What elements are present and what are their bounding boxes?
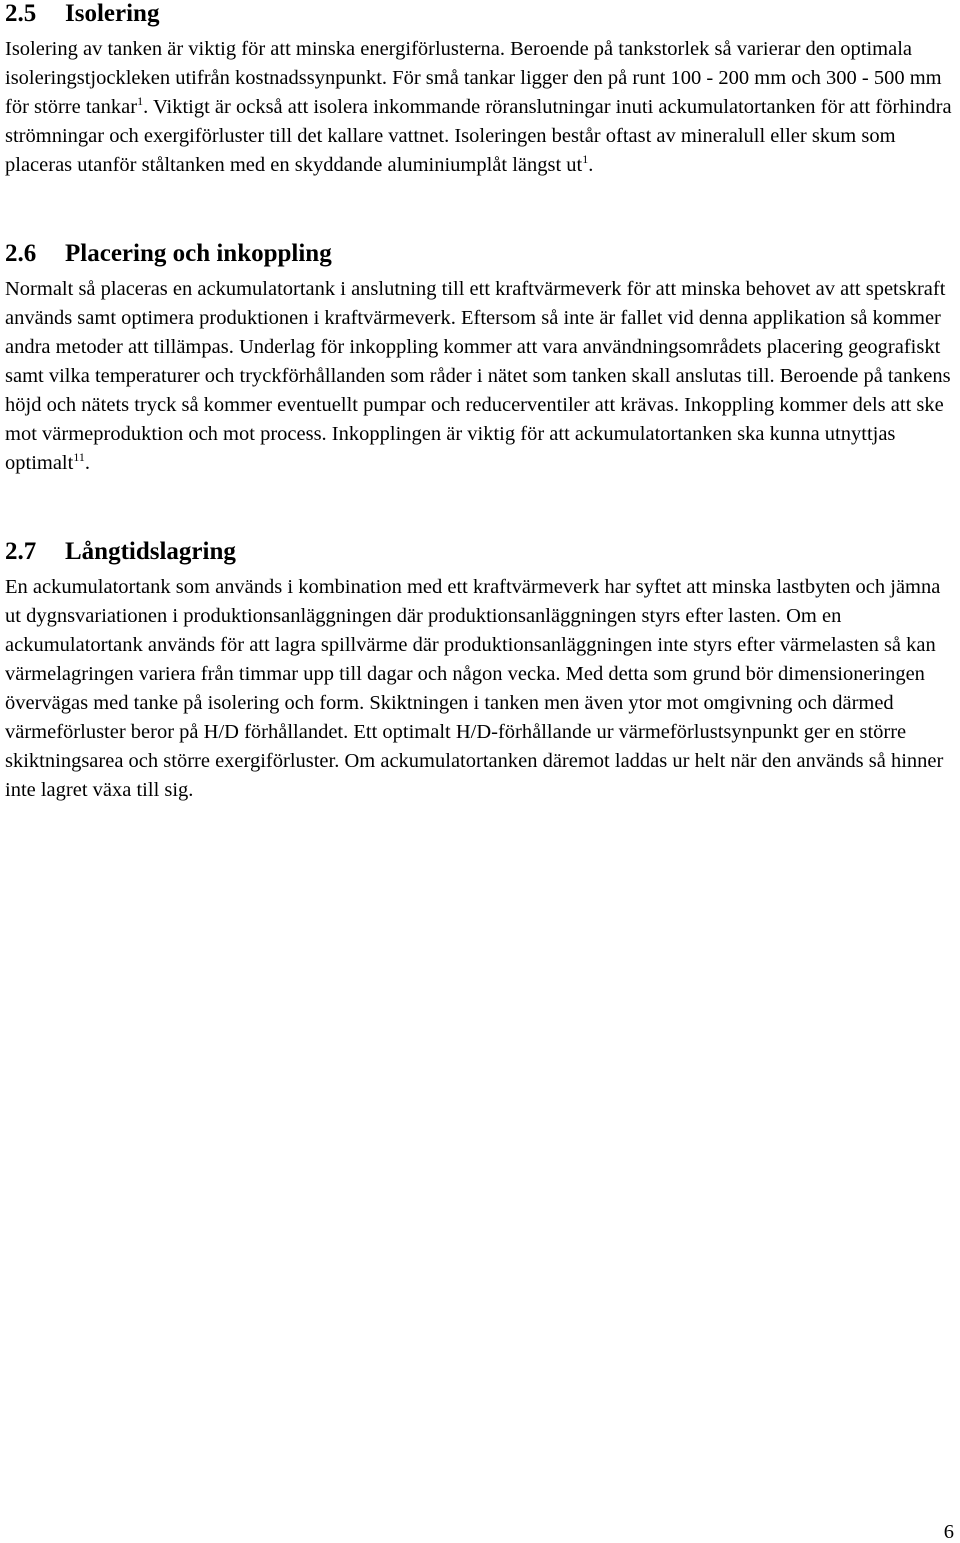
section-langtidslagring xyxy=(5,538,957,805)
section-body xyxy=(5,275,957,478)
section-heading xyxy=(5,240,957,268)
footnote-ref: 1 xyxy=(582,152,589,166)
section-heading xyxy=(5,538,957,566)
section-body: En ackumulatortank som används i kombination med ett kraftvärmeverk har syftet att minska lastbyten och jämna ut dygnsvariationen i produktionsanläggningen där produktionsanläggningen styrs efter lasten. Om en ackumulatortank används för att lagra spillvärme där produktionsanläggningen inte styrs efter värmelasten så kan värmelagringen variera från timmar upp till dagar och någon vecka. Med detta som grund bör dimensioneringen övervägas med tanke på isolering och form. Skiktningen i tanken men även ytor mot omgivning och därmed värmeförluster beror på H/D förhållandet. Ett optimalt H/D-förhållande ur värmeförlustsynpunkt ger en större skiktningsarea och större exergiförluster. Om ackumulatortanken däremot laddas ur helt när den används så hinner inte lagret växa till sig. xyxy=(5,576,944,801)
section-number: 2.7 xyxy=(5,538,37,565)
body-text: . xyxy=(84,452,91,474)
section-title: Långtidslagring xyxy=(65,538,236,565)
footnote-ref: 11 xyxy=(73,450,85,464)
footnote-ref: 1 xyxy=(137,94,144,108)
section-placering xyxy=(5,240,957,478)
section-body xyxy=(5,35,957,180)
section-number: 2.5 xyxy=(5,0,37,27)
page-number: 6 xyxy=(943,1521,954,1543)
body-text: . xyxy=(588,154,594,176)
section-heading xyxy=(5,0,957,28)
section-title: Isolering xyxy=(65,0,160,27)
body-text: Normalt så placeras en ackumulatortank i anslutning till ett kraftvärmeverk för att minska behovet av att spetskraft används samt optimera produktionen i kraftvärmeverk. Eftersom så inte är fallet vid denna applikation så kommer andra metoder att tillämpas. Underlag för inkoppling kommer att vara användningsområdets placering geografiskt samt vilka temperaturer och tryckförhållanden som råder i nätet som tanken skall anslutas till. Beroende på tankens höjd och nätets tryck så kommer eventuellt pumpar och reducerventiler att krävas. Inkoppling kommer dels att ske mot värmeproduktion och mot process. Inkopplingen är viktig för att ackumulatortanken ska kunna utnyttjas optimalt xyxy=(5,278,951,474)
body-text: Isolering av tanken är viktig för att minska energiförlusterna. Beroende på tankstorlek så varierar den optimala isoleringstjockleken utifrån kostnadssynpunkt. För små tankar ligger den på runt 100 - 200 mm och 300 - 500 mm för större tankar xyxy=(5,38,942,118)
section-isolering xyxy=(5,0,957,180)
section-title: Placering och inkoppling xyxy=(65,240,332,267)
body-text: . Viktigt är också att isolera inkommande röranslutningar inuti ackumulatortanken för att förhindra strömningar och exergiförluster till det kallare vattnet. Isoleringen består oftast av mineralull eller skum som placeras utanför ståltanken med en skyddande aluminiumplåt längst ut xyxy=(5,96,952,176)
section-number: 2.6 xyxy=(5,240,37,267)
